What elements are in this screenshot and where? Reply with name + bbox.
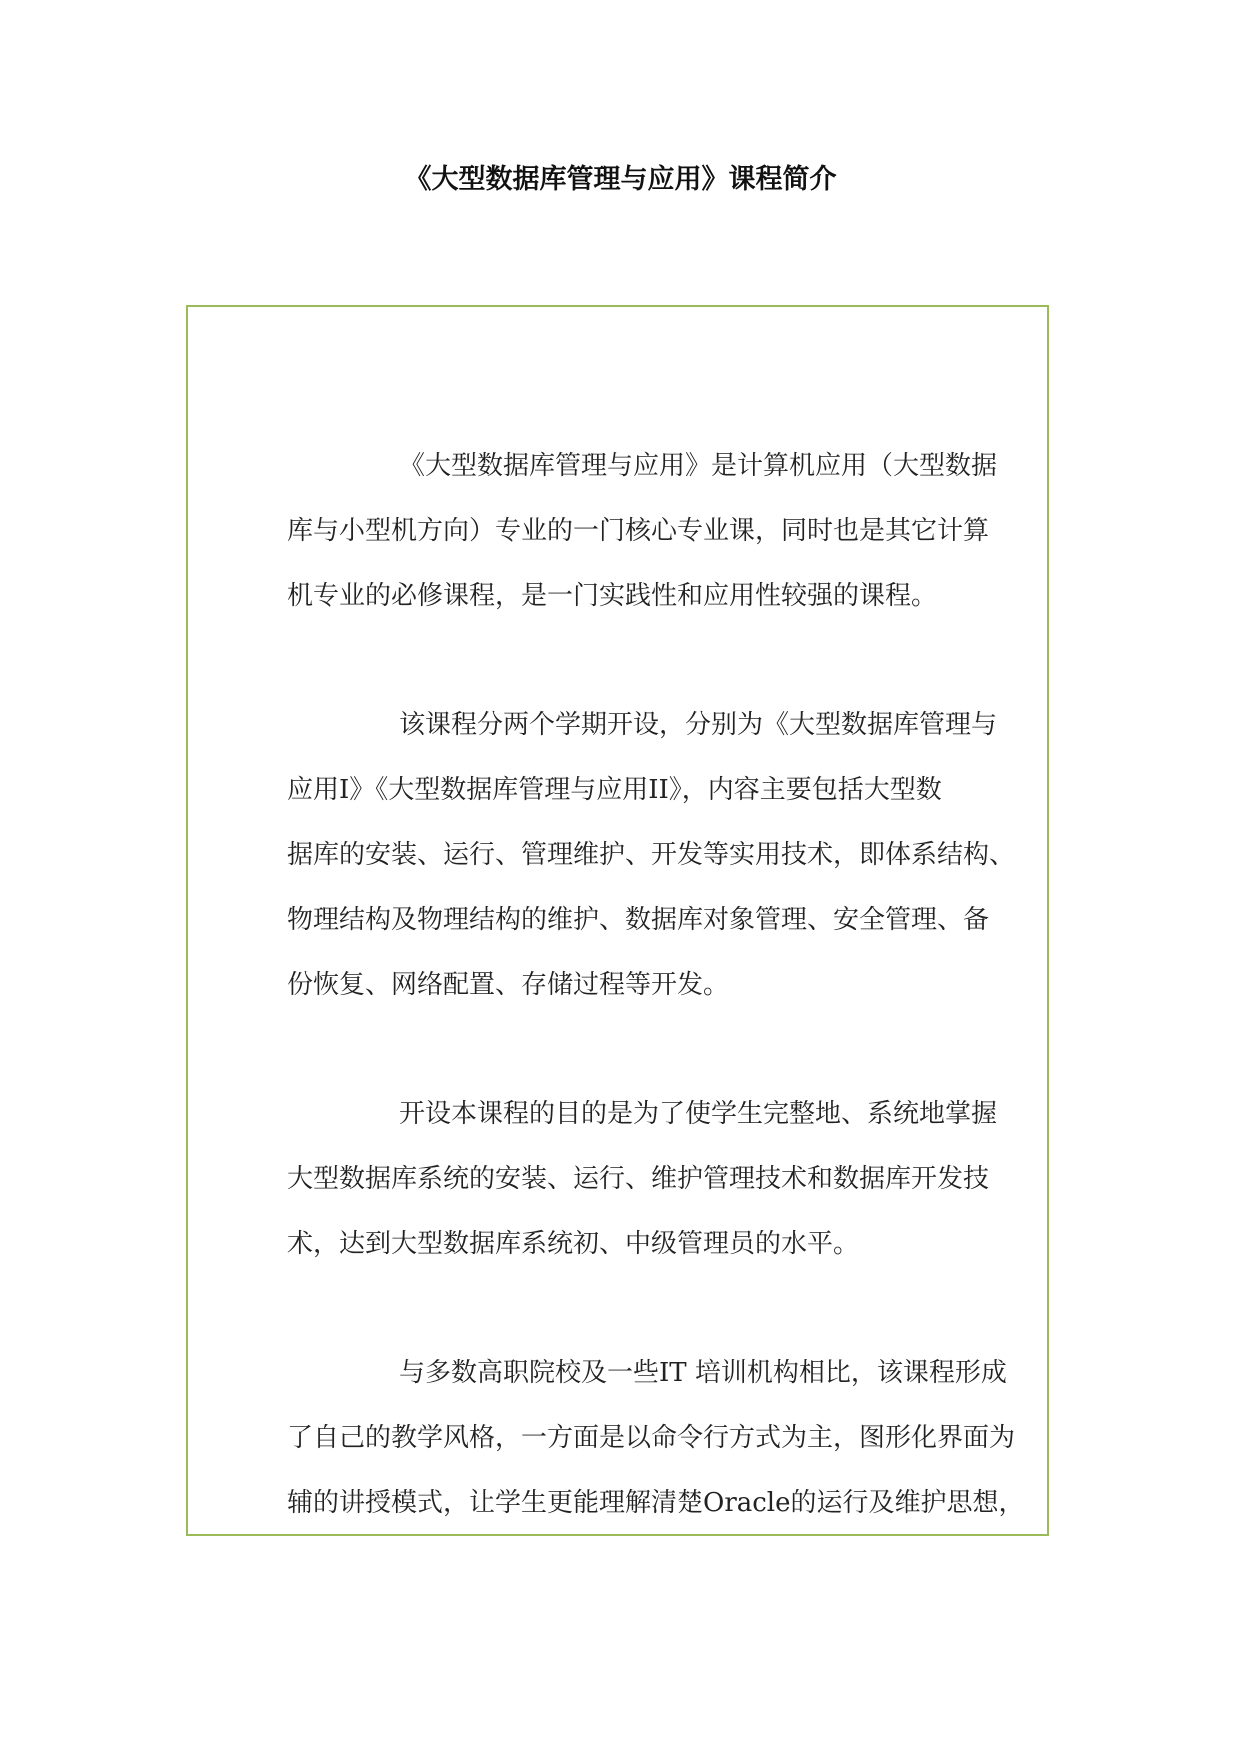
paragraph-line: 大型数据库系统的安装、运行、维护管理技术和数据库开发技 — [287, 1164, 990, 1194]
text-frame — [186, 305, 1049, 1536]
paragraph-course-content — [287, 693, 1049, 1018]
paragraph-course-overview — [287, 434, 1049, 629]
paragraph-line: 库与小型机方向）专业的一门核心专业课，同时也是其它计算 — [287, 516, 990, 546]
paragraph-line: 应用I》《大型数据库管理与应用II》，内容主要包括大型数 — [287, 775, 942, 805]
paragraph-line: 物理结构及物理结构的维护、数据库对象管理、安全管理、备 — [287, 905, 990, 935]
paragraph-line: 了自己的教学风格，一方面是以命令行方式为主，图形化界面为 — [287, 1423, 1016, 1453]
paragraph-line: 据库的安装、运行、管理维护、开发等实用技术，即体系结构、 — [287, 840, 1016, 870]
paragraph-line: 开设本课程的目的是为了使学生完整地、系统地掌握 — [399, 1099, 998, 1129]
paragraph-line: 术，达到大型数据库系统初、中级管理员的水平。 — [287, 1229, 860, 1259]
page-title: 《大型数据库管理与应用》课程简介 — [404, 164, 837, 195]
paragraph-line: 机专业的必修课程，是一门实践性和应用性较强的课程。 — [287, 581, 938, 611]
paragraph-course-goal — [287, 1082, 1049, 1277]
paragraph-line: 该课程分两个学期开设，分别为《大型数据库管理与 — [399, 710, 998, 740]
text-body — [287, 434, 1049, 1534]
paragraph-teaching-style — [287, 1341, 1049, 1534]
paragraph-line: 与多数高职院校及一些IT 培训机构相比，该课程形成 — [399, 1358, 1007, 1388]
paragraph-line: 辅的讲授模式，让学生更能理解清楚Oracle的运行及维护思想， — [287, 1488, 1025, 1518]
paragraph-line: 《大型数据库管理与应用》是计算机应用（大型数据 — [399, 451, 998, 481]
paragraph-line: 份恢复、网络配置、存储过程等开发。 — [287, 970, 730, 1000]
